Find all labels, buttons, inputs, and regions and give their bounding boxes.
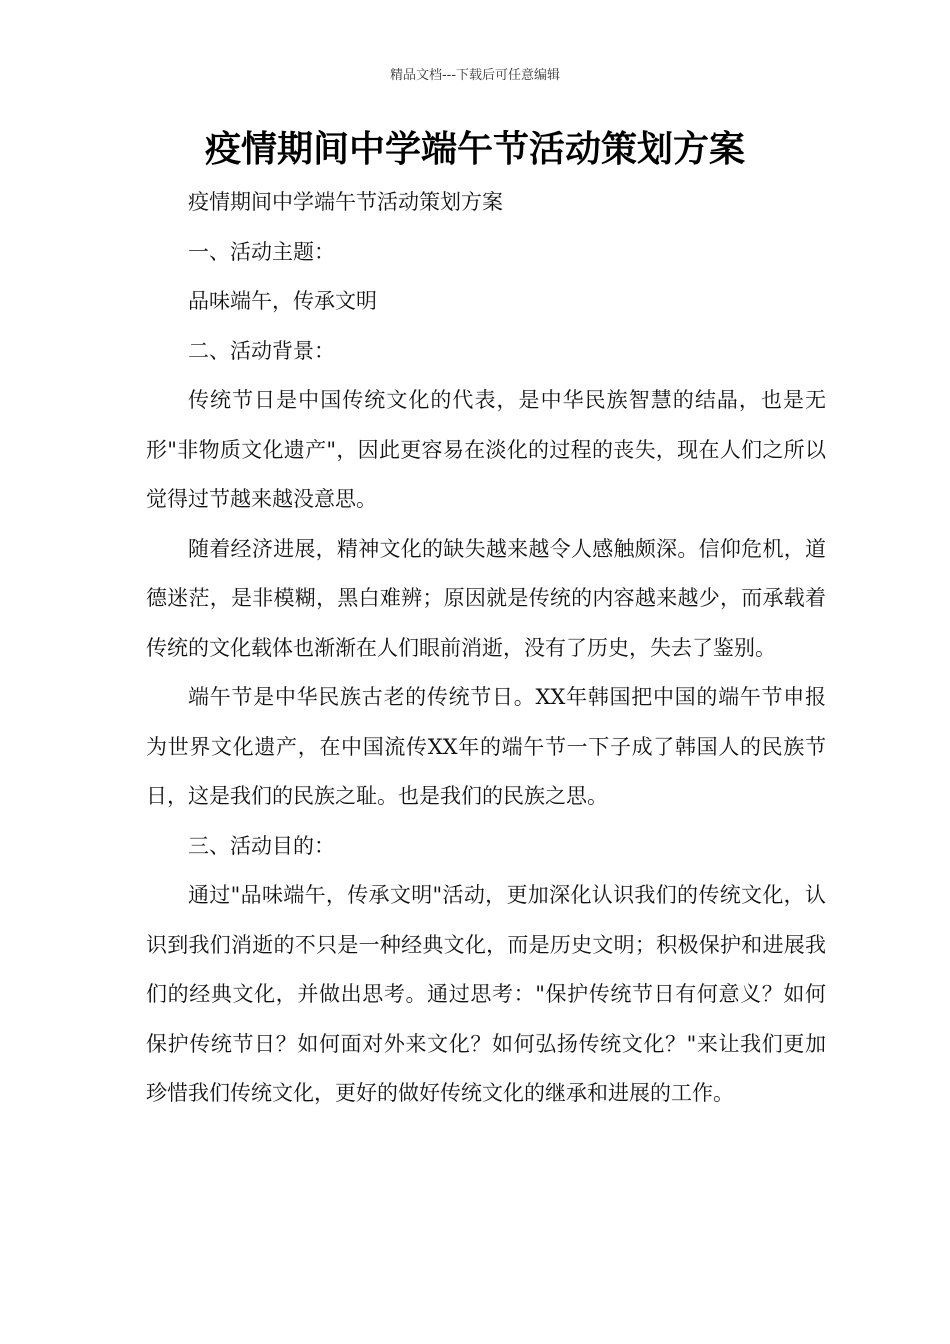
document-title: 疫情期间中学端午节活动策划方案 bbox=[204, 129, 745, 170]
section-heading-background: 二、活动背景： bbox=[188, 338, 335, 363]
section-heading-theme: 一、活动主题： bbox=[188, 239, 335, 264]
background-paragraph-3: 端午节是中华民族古老的传统节日。XX年韩国把中国的端午节申报为世界文化遗产，在中国流传XX年的端午节一下子成了韩国人的民族节日，这是我们的民族之耻。也是我们的民族之思。 bbox=[146, 685, 826, 808]
background-paragraph-1: 传统节日是中国传统文化的代表，是中华民族智慧的结晶，也是无形"非物质文化遗产"，因此更容易在淡化的过程的丧失，现在人们之所以觉得过节越来越没意思。 bbox=[146, 388, 826, 511]
theme-paragraph: 品味端午，传承文明 bbox=[188, 289, 377, 313]
header-note: 精品文档---下载后可任意编辑 bbox=[389, 68, 561, 83]
background-paragraph-2: 随着经济进展，精神文化的缺失越来越令人感触颇深。信仰危机，道德迷茫，是非模糊，黑白难辨；原因就是传统的内容越来越少，而承载着传统的文化载体也渐渐在人们眼前消逝，没有了历史，失去了鉴别。 bbox=[146, 536, 826, 660]
subtitle-paragraph: 疫情期间中学端午节活动策划方案 bbox=[188, 190, 503, 214]
section-heading-purpose: 三、活动目的： bbox=[188, 833, 335, 858]
purpose-paragraph: 通过"品味端午，传承文明"活动，更加深化认识我们的传统文化，认识到我们消逝的不只是一种经典文化，而是历史文明；积极保护和进展我们的经典文化，并做出思考。通过思考："保护传统节日有何意义？如何保护传统节日？如何面对外来文化？如何弘扬传统文化？"来让我们更加珍惜我们传统文化，更好的做好传统文化的继承和进展的工作。 bbox=[146, 883, 826, 1105]
document-body bbox=[146, 178, 826, 1119]
